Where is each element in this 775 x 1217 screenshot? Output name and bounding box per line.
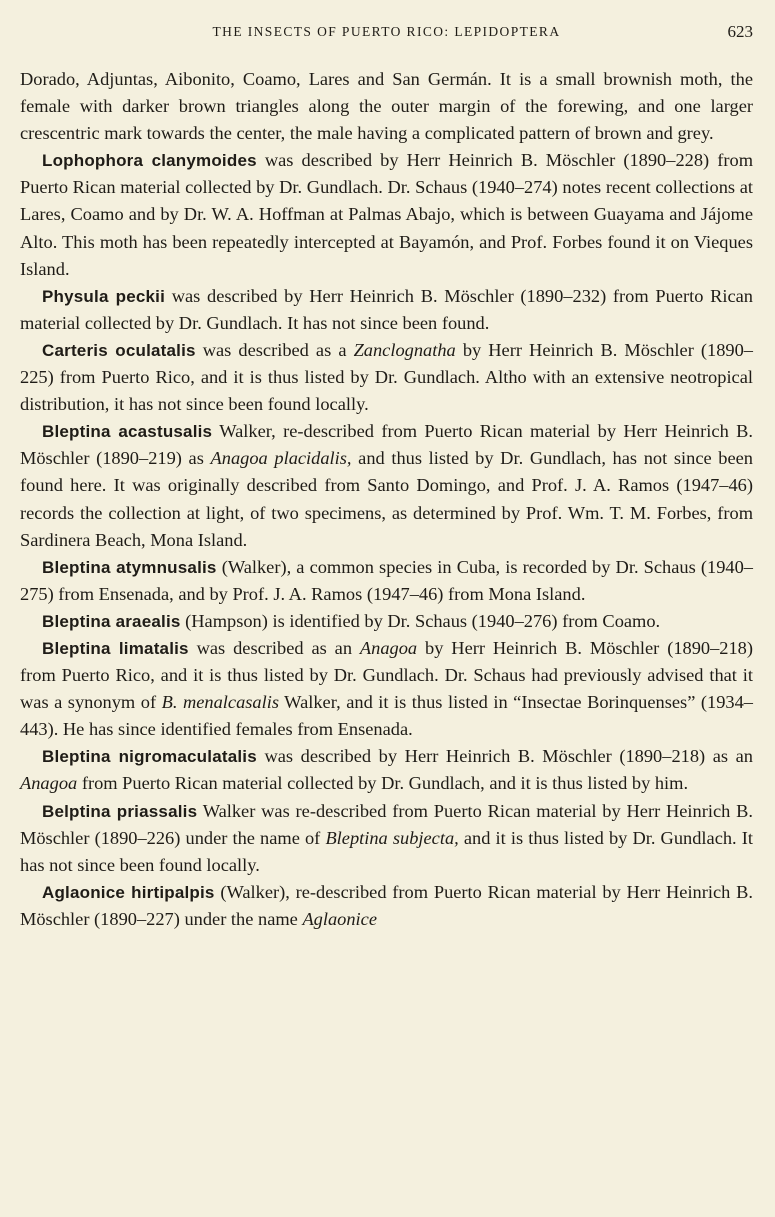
paragraph-text: (Walker), a common species in Cuba, is recorded by Dr. Schaus (1940–275) from Ensenada, and by Prof. J. A. Ramos (1947–46) from Mona Island. xyxy=(20,556,753,604)
paragraph-text: was described by Herr Heinrich B. Möschler (1890–232) from Puerto Rican material collected by Dr. Gundlach. It has not since been found. xyxy=(20,285,753,333)
paragraph-text: Walker, re-described from Puerto Rican material by Herr Heinrich B. Möschler (1890–219) as xyxy=(20,421,753,469)
italic-taxon: Anagoa xyxy=(359,637,418,658)
species-entry-physula-peckii xyxy=(20,283,753,337)
paragraph-text: was described by Herr Heinrich B. Möschler (1890–218) as an xyxy=(256,746,753,767)
paragraph-continuation xyxy=(20,66,753,147)
species-name: Bleptina araealis xyxy=(42,611,181,631)
running-title: THE INSECTS OF PUERTO RICO: LEPIDOPTERA xyxy=(212,24,561,39)
species-entry-bleptina-araealis xyxy=(20,608,753,635)
species-name: Bleptina limatalis xyxy=(42,638,189,658)
species-entry-bleptina-limatalis xyxy=(20,635,753,743)
running-header xyxy=(20,18,753,46)
paragraph-text: Dorado, Adjuntas, Aibonito, Coamo, Lares and San Germán. It is a small brownish moth, the female with darker brown triangles along the outer margin of the forewing, and one larger crescentric mark towards the center, the male having a complicated pattern of brown and grey. xyxy=(20,69,753,144)
paragraph-text: (Walker), re-described from Puerto Rican material by Herr Heinrich B. Möschler (1890–227) under the name xyxy=(20,881,753,929)
italic-taxon: B. menalcasalis xyxy=(161,692,279,713)
paragraph-text: was described by Herr Heinrich B. Möschler (1890–228) from Puerto Rican material collected by Dr. Gundlach. Dr. Schaus (1940–274) notes recent collections at Lares, Coamo and by Dr. W. A. Hoffman at Palmas Abajo, which is between Guayama and Jájome Alto. This moth has been repeatedly intercepted at Bayamón, and Prof. Forbes found it on Vieques Island. xyxy=(20,150,754,279)
species-entry-lophophora-clanymoides xyxy=(20,147,753,282)
paragraph-text: and it is thus listed by Dr. Gundlach. It has not since been found locally. xyxy=(20,827,753,875)
species-name: Bleptina atymnusalis xyxy=(42,557,217,577)
species-entry-aglaonice-hirtipalpis xyxy=(20,879,753,933)
paragraph-text: and thus listed by Dr. Gundlach, has not since been found here. It was originally described from Santo Domingo, and Prof. J. A. Ramos (1947–46) records the collection at light, of two specimens, as determined by Prof. Wm. T. M. Forbes, from Sardinera Beach, Mona Island. xyxy=(20,448,753,550)
italic-taxon: Anagoa placidalis, xyxy=(210,448,352,469)
italic-taxon: Bleptina subjecta, xyxy=(325,827,459,848)
species-entry-bleptina-acastusalis xyxy=(20,418,753,553)
species-name: Lophophora clanymoides xyxy=(42,151,257,171)
paragraph-text: was described as an xyxy=(188,637,360,658)
italic-taxon: Zanclognatha xyxy=(353,339,456,360)
species-entry-bleptina-atymnusalis xyxy=(20,554,753,608)
body-text xyxy=(20,66,753,933)
paragraph-text: (Hampson) is identified by Dr. Schaus (1940–276) from Coamo. xyxy=(180,610,661,631)
species-name: Carteris oculatalis xyxy=(42,340,196,360)
species-entry-bleptina-nigromaculatalis xyxy=(20,743,753,797)
paragraph-text: Walker was re-described from Puerto Rican material by Herr Heinrich B. Möschler (1890–226) under the name of xyxy=(20,800,753,848)
species-name: Bleptina nigromaculatalis xyxy=(42,747,257,767)
paragraph-text: by Herr Heinrich B. Möschler (1890–218) from Puerto Rico, and it is thus listed by Dr. Gundlach. Dr. Schaus had previously advised that it was a synonym of xyxy=(20,637,754,713)
paragraph-text: by Herr Heinrich B. Möschler (1890–225) from Puerto Rico, and it is thus listed by Dr. Gundlach. Altho with an extensive neotropical distribution, it has not since been found locally. xyxy=(20,339,753,415)
species-entry-carteris-oculatalis xyxy=(20,337,753,418)
species-name: Physula peckii xyxy=(42,286,166,306)
paragraph-text: Walker, and it is thus listed in “Insectae Borinquenses” (1934–443). He has since identified females from Ensenada. xyxy=(20,692,753,740)
species-name: Bleptina acastusalis xyxy=(42,422,213,442)
page-number: 623 xyxy=(727,22,753,41)
species-name: Aglaonice hirtipalpis xyxy=(42,882,215,902)
italic-taxon: Aglaonice xyxy=(302,908,377,929)
paragraph-text: was described as a xyxy=(195,339,354,360)
paragraph-text: from Puerto Rican material collected by Dr. Gundlach, and it is thus listed by him. xyxy=(77,773,689,794)
species-entry-belptina-priassalis xyxy=(20,798,753,879)
italic-taxon: Anagoa xyxy=(20,773,78,794)
species-name: Belptina priassalis xyxy=(42,801,198,821)
